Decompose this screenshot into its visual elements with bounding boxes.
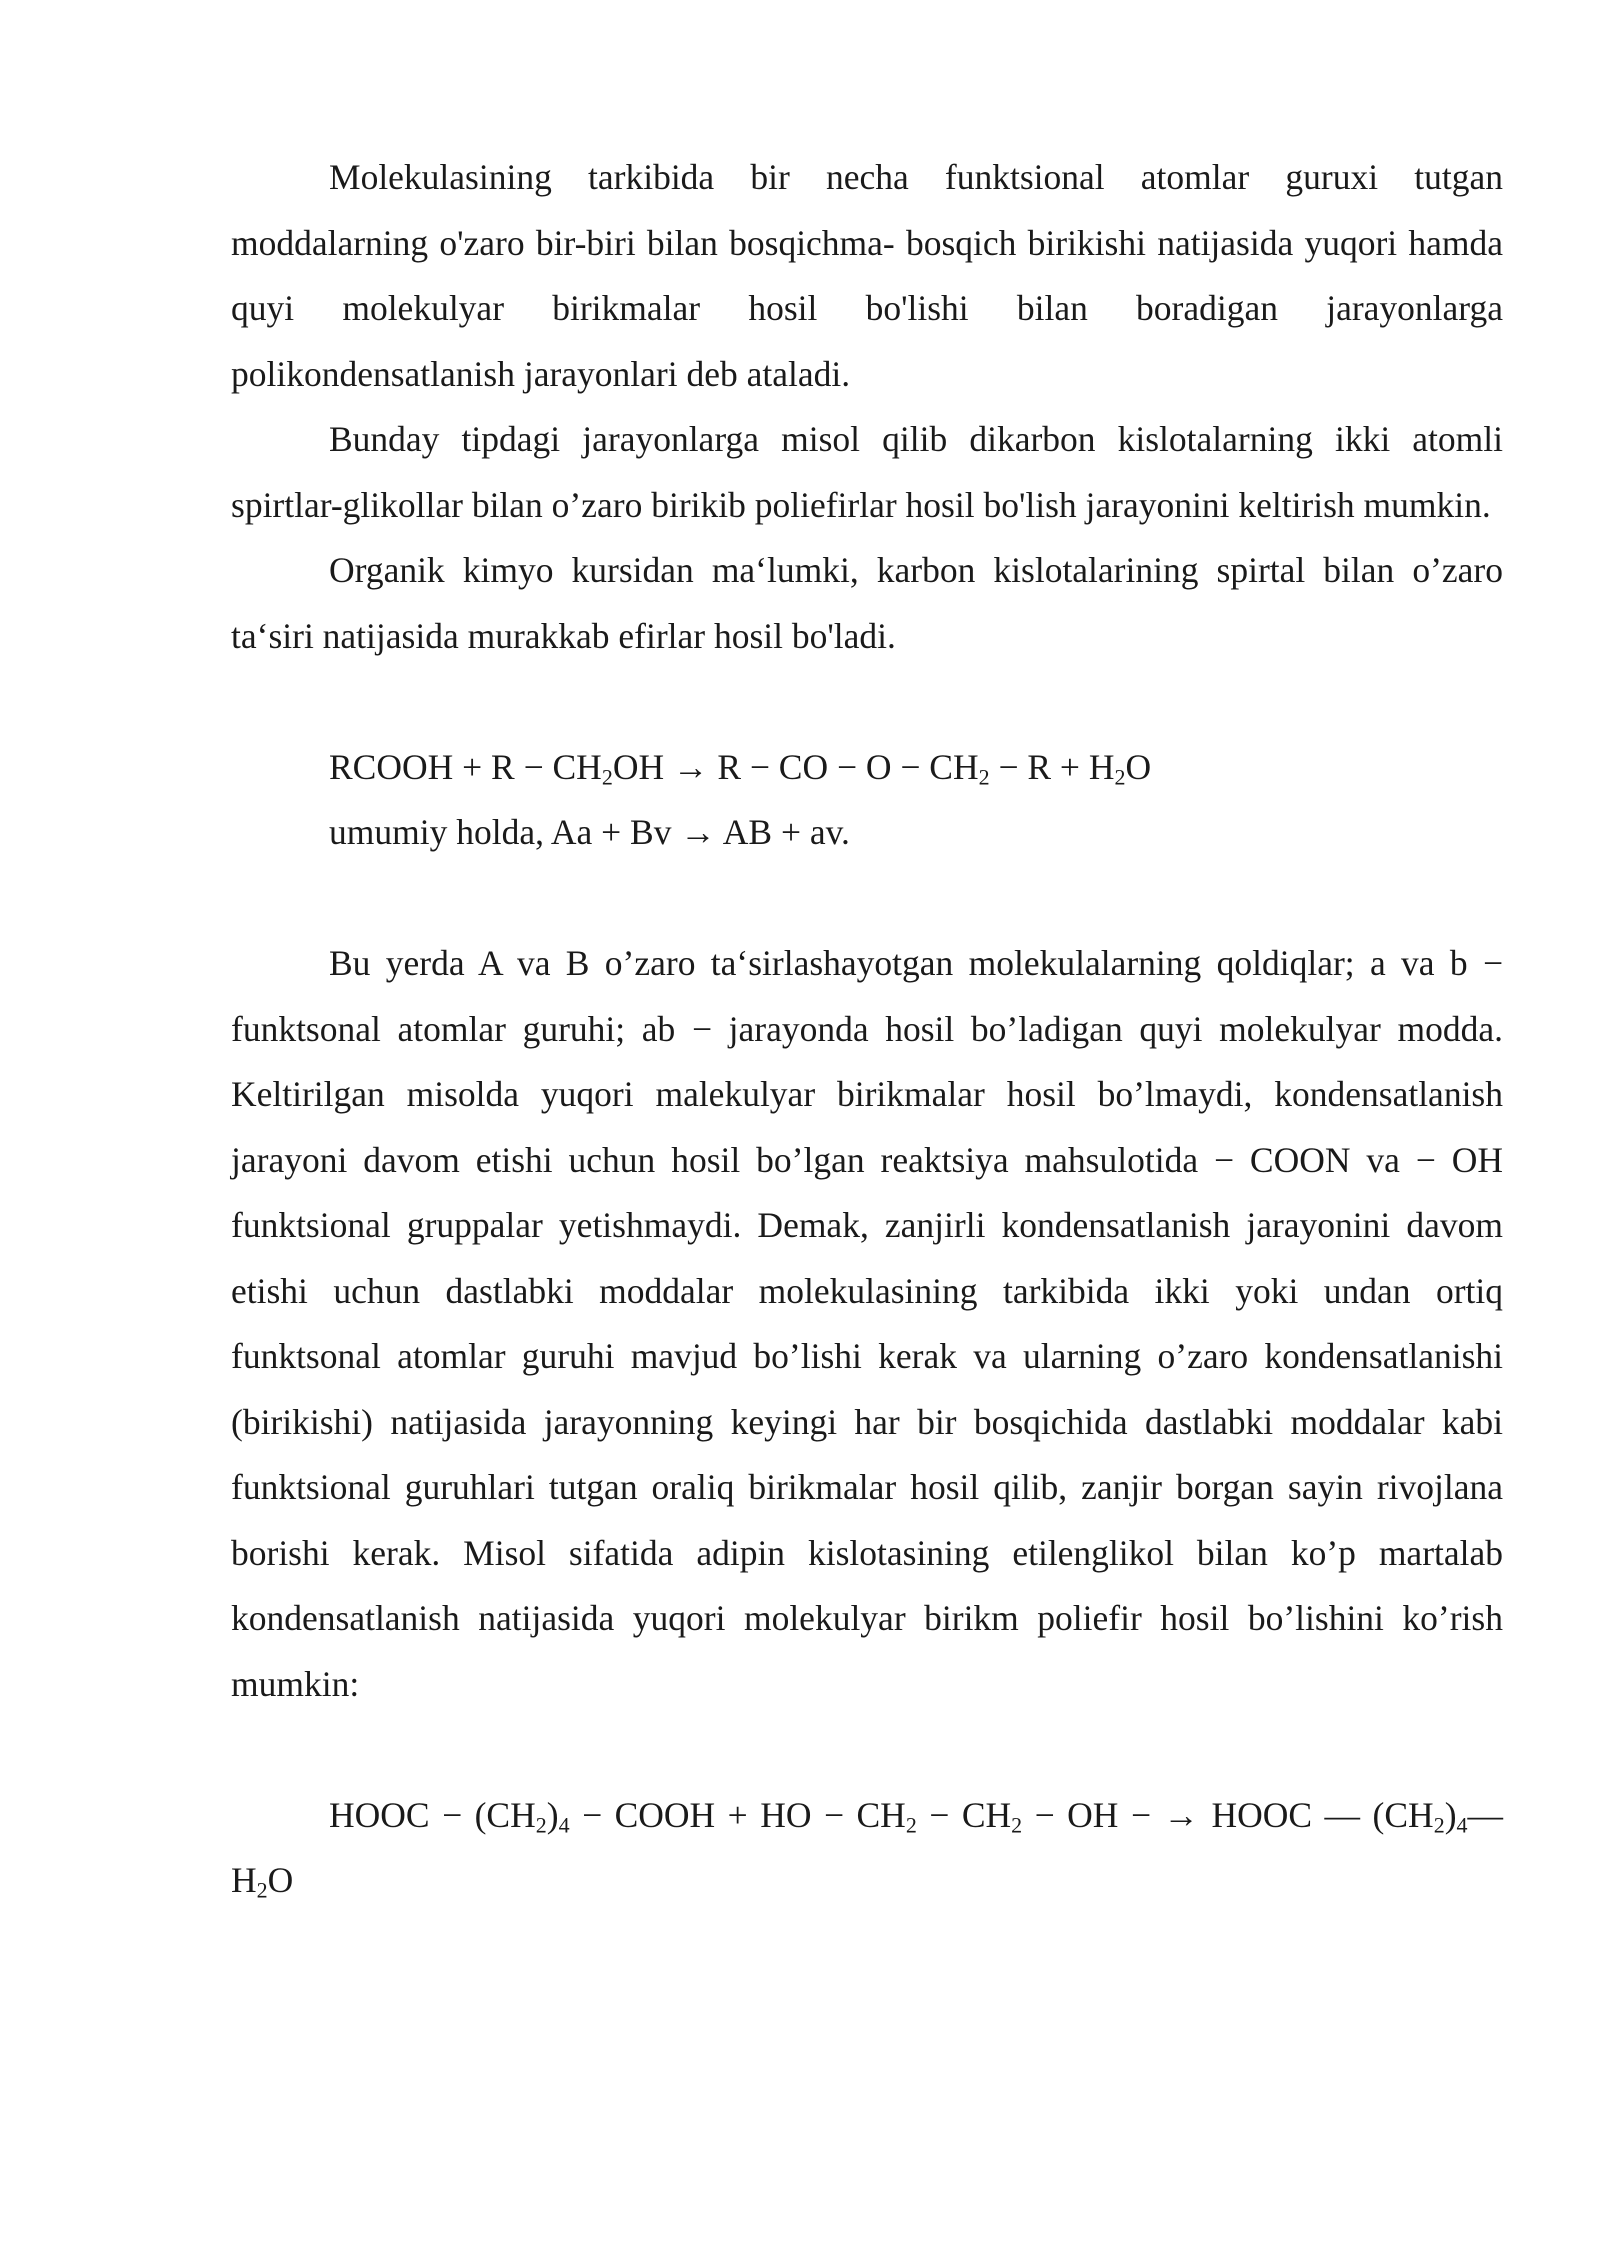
equation-esterification: RCOOH + $R - CH_2OH \to R$ − CO − $O - CH_2 - R + H_2O$ xyxy=(329,746,1152,789)
spacer xyxy=(231,1717,1503,1783)
paragraph-explanation: Bu yerda A va B o’zaro ta‘sirlashayotgan molekulalarning qoldiqlar; a va b − funktsonal atomlar guruhi; ab − jarayonda hosil bo’ladigan quyi molekulyar modda. Keltirilgan misolda yuqori malekulyar birikmalar hosil bo’lmaydi, kondensatlanish jarayoni davom etishi uchun hosil bo’lgan reaktsiya mahsulotida − COON va − OH funktsional gruppalar yetishmaydi. Demak, zanjirli kondensatlanish jarayonini davom etishi uchun dastlabki moddalar molekulasining tarkibida ikki yoki undan ortiq funktsonal atomlar guruhi mavjud bo’lishi kerak va ularning o’zaro kondensatlanishi (birikishi) natijasida jarayonning keyingi har bir bosqichida dastlabki moddalar kabi funktsional guruhlari tutgan oraliq birikmalar hosil qilib, zanjir borgan sayin rivojlana borishi kerak. Misol sifatida adipin kislotasining etilenglikol bilan ko’p martalab kondensatlanish natijasida yuqori molekulyar birikm poliefir hosil bo’lishini ko’rish mumkin: xyxy=(231,943,1503,1704)
paragraph-dicarboxylic-example: Bunday tipdagi jarayonlarga misol qilib dikarbon kislotalarning ikki atomli spirtlar-glikollar bilan o’zaro birikib poliefirlar hosil bo'lish jarayonini keltirish mumkin. xyxy=(231,419,1503,525)
equation-adipic-acid: HOOC − $(CH_2)_4$ − COOH + HO − $CH_2 - CH_2$ − OH − → HOOC — $(CH_2)_4—$ $H_2O$ xyxy=(231,1794,1504,1903)
document-body xyxy=(231,145,1503,1914)
paragraph-polycondensation-definition: Molekulasining tarkibida bir necha funktsional atomlar guruxi tutgan moddalarning o'zaro bir-biri bilan bosqichma- bosqich birikishi natijasida yuqori hamda quyi molekulyar birikmalar hosil bo'lishi bilan boradigan jarayonlarga polikondensatlanish jarayonlari deb ataladi. xyxy=(231,157,1503,394)
equation-general-form: umumiy holda, Aa + Bv → AB + av. xyxy=(329,812,850,852)
spacer xyxy=(231,866,1503,932)
paragraph-esterification-intro: Organik kimyo kursidan ma‘lumki, karbon kislotalarining spirtal bilan o’zaro ta‘siri natijasida murakkab efirlar hosil bo'ladi. xyxy=(231,550,1503,656)
spacer xyxy=(231,669,1503,735)
